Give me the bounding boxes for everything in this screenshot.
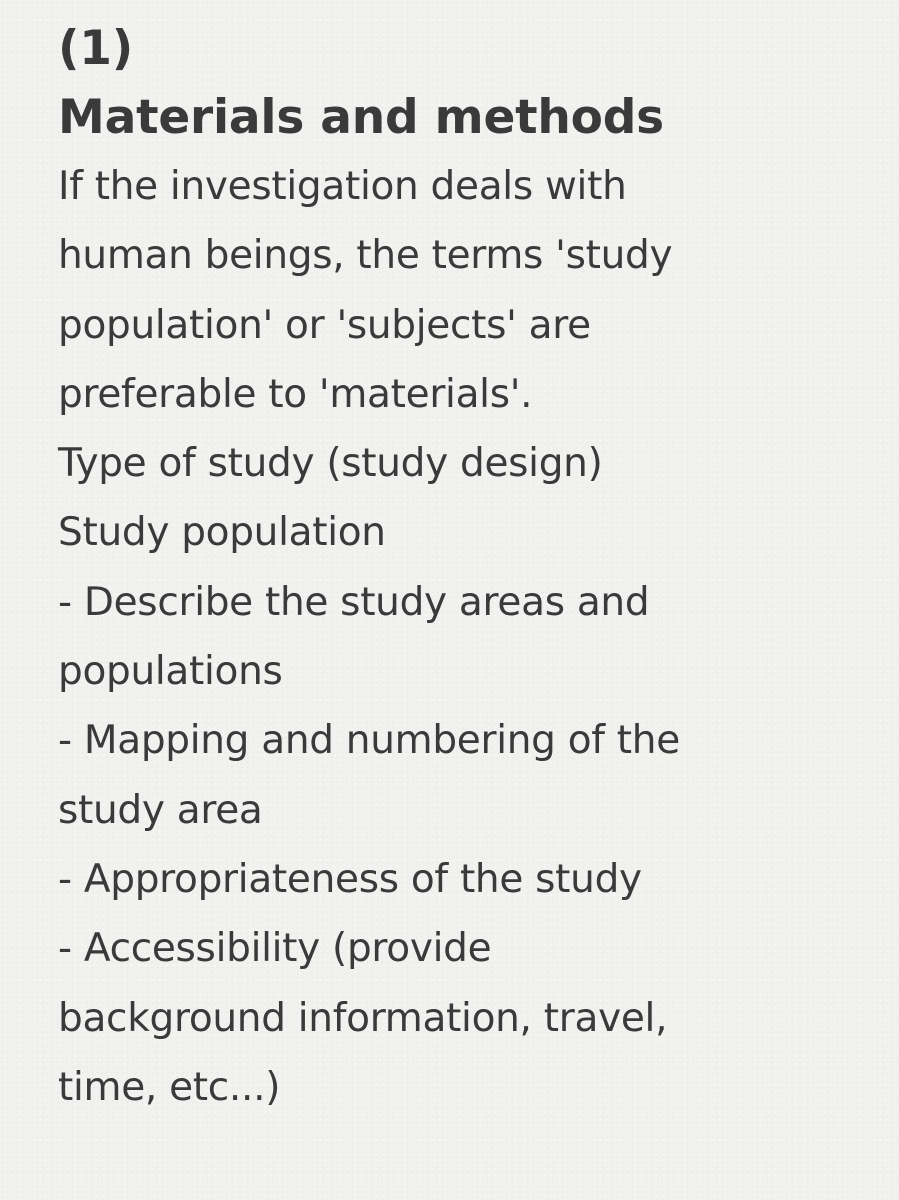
list-item: - Accessibility (provide xyxy=(58,926,492,972)
body-line: If the investigation deals with xyxy=(58,164,627,209)
body-line: human beings, the terms 'study xyxy=(58,233,673,279)
note-title: Materials and methods xyxy=(58,90,664,145)
list-item-continuation: populations xyxy=(58,649,283,695)
section-heading-study-population: Study population xyxy=(58,510,386,556)
body-line: population' or 'subjects' are xyxy=(58,302,591,348)
list-item-continuation: study area xyxy=(58,787,263,833)
section-heading-type-of-study: Type of study (study design) xyxy=(58,441,603,487)
list-item: - Describe the study areas and xyxy=(58,579,650,625)
list-item: - Mapping and numbering of the xyxy=(58,718,680,764)
list-item: - Appropriateness of the study xyxy=(58,856,642,902)
list-item-continuation: time, etc...) xyxy=(58,1064,281,1110)
list-item-continuation: background information, travel, xyxy=(58,995,668,1041)
note-page xyxy=(58,14,888,1122)
note-number: (1) xyxy=(58,21,134,76)
body-line: preferable to 'materials'. xyxy=(58,371,533,417)
